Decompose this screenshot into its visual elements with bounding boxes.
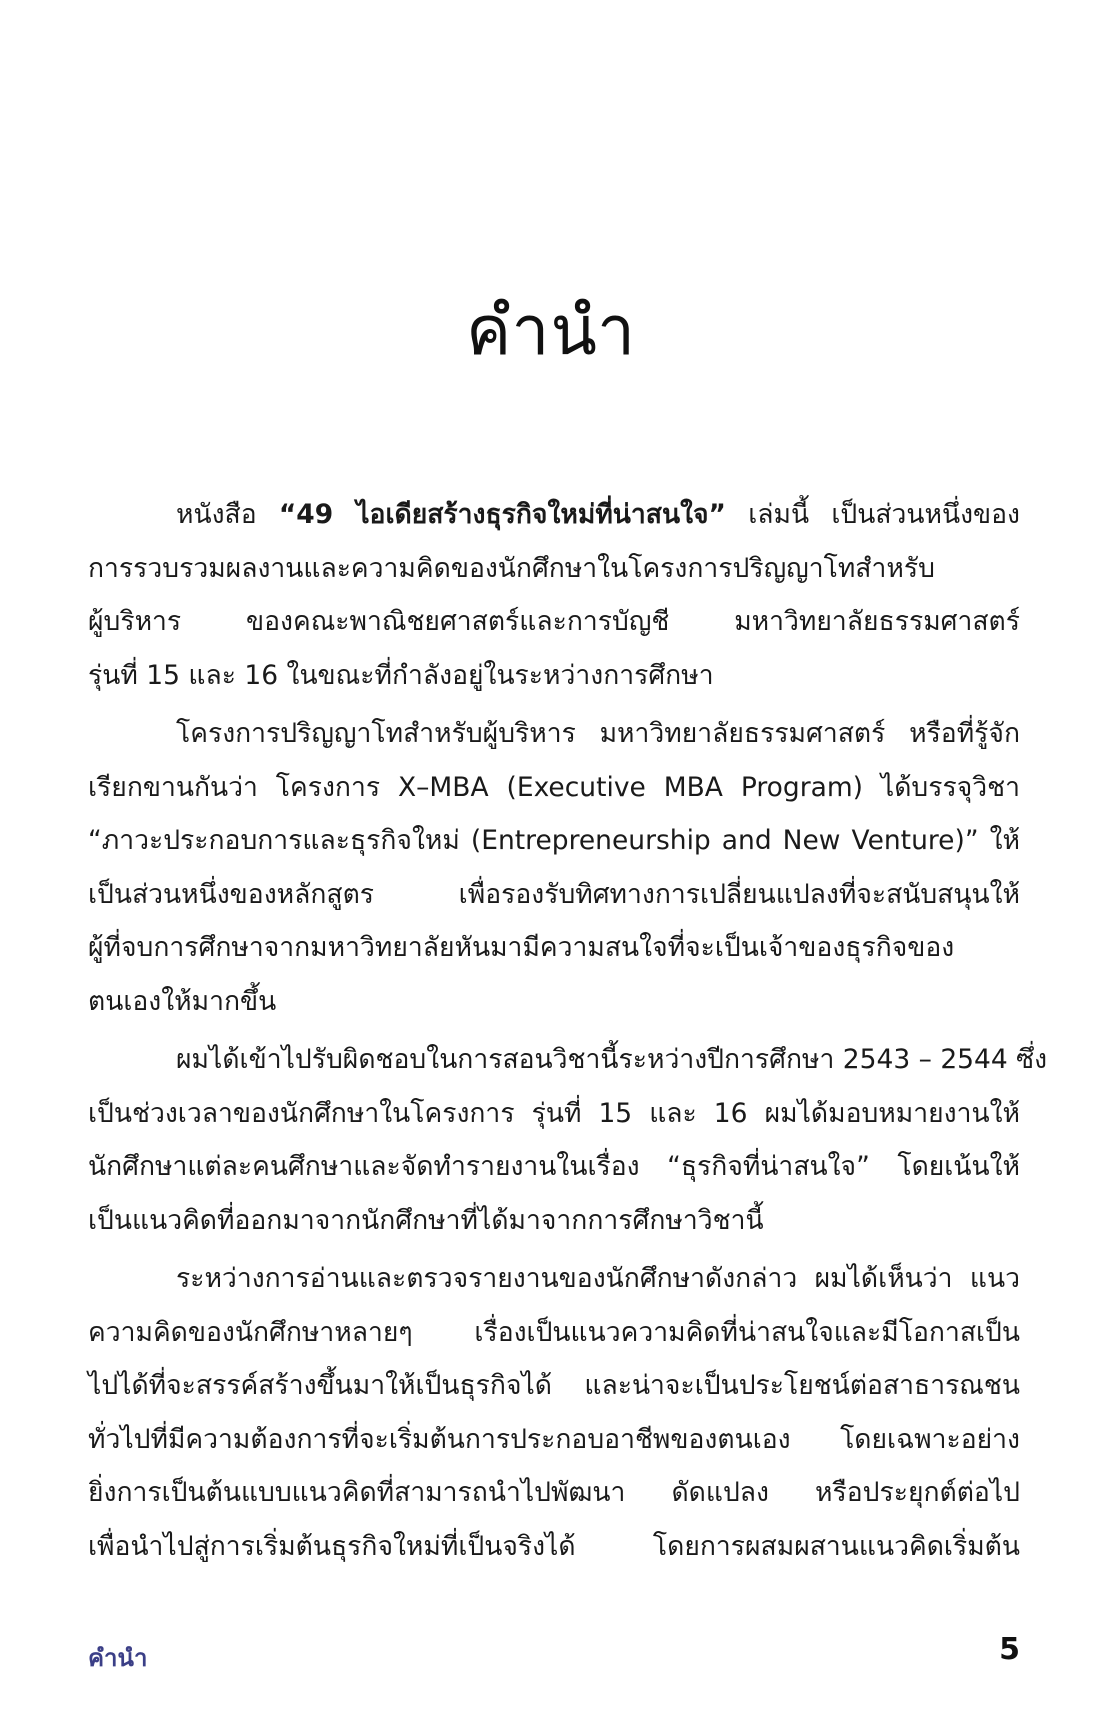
text-line: ความคิดของนักศึกษาหลายๆ เรื่องเป็นแนวความคิดที่น่าสนใจและมีโอกาสเป็น	[88, 1316, 1020, 1348]
text-run: โครงการปริญญาโทสำหรับผู้บริหาร มหาวิทยาลัยธรรมศาสตร์ หรือที่รู้จัก	[176, 718, 1020, 749]
text-line: ไปได้ที่จะสรรค์สร้างขึ้นมาให้เป็นธุรกิจได้ และน่าจะเป็นประโยชน์ต่อสาธารณชน	[88, 1370, 1020, 1401]
text-line: “ภาวะประกอบการและธุรกิจใหม่ (Entrepreneurship and New Venture)” ให้	[88, 825, 1020, 856]
text-line: ทั่วไปที่มีความต้องการที่จะเริ่มต้นการประกอบอาชีพของตนเอง โดยเฉพาะอย่าง	[88, 1423, 1020, 1455]
text-line: เป็นแนวคิดที่ออกมาจากนักศึกษาที่ได้มาจากการศึกษาวิชานี้	[88, 1204, 764, 1236]
text-line: ยิ่งการเป็นต้นแบบแนวคิดที่สามารถนำไปพัฒนา ดัดแปลง หรือประยุกต์ต่อไป	[88, 1477, 1020, 1508]
text-line: นักศึกษาแต่ละคนศึกษาและจัดทำรายงานในเรื่อง “ธุรกิจที่น่าสนใจ” โดยเน้นให้	[88, 1151, 1020, 1182]
text-line: ตนเองให้มากขึ้น	[88, 985, 277, 1017]
paragraph	[88, 1033, 1048, 1247]
text-line: การรวบรวมผลงานและความคิดของนักศึกษาในโครงการปริญญาโทสำหรับ	[88, 552, 935, 584]
page-number: 5	[999, 1632, 1020, 1667]
text-line	[88, 488, 1020, 542]
text-line	[88, 1033, 1048, 1087]
text-run: ระหว่างการอ่านและตรวจรายงานของนักศึกษาดังกล่าว ผมได้เห็นว่า แนว	[176, 1263, 1020, 1294]
text-line	[88, 707, 1020, 761]
text-run: หนังสือ	[176, 499, 279, 530]
text-line: เป็นช่วงเวลาของนักศึกษาในโครงการ รุ่นที่ 15 และ 16 ผมได้มอบหมายงานให้	[88, 1097, 1020, 1129]
text-line	[88, 1252, 1020, 1306]
text-line: เป็นส่วนหนึ่งของหลักสูตร เพื่อรองรับทิศทางการเปลี่ยนแปลงที่จะสนับสนุนให้	[88, 878, 1020, 910]
body-text	[88, 488, 1048, 1578]
text-line: รุ่นที่ 15 และ 16 ในขณะที่กำลังอยู่ในระหว่างการศึกษา	[88, 659, 714, 691]
text-line: ผู้บริหาร ของคณะพาณิชยศาสตร์และการบัญชี มหาวิทยาลัยธรรมศาสตร์	[88, 606, 1020, 637]
book-title-quote: “49 ไอเดียสร้างธุรกิจใหม่ที่น่าสนใจ”	[278, 499, 726, 530]
paragraph	[88, 488, 1020, 702]
text-run: ผมได้เข้าไปรับผิดชอบในการสอนวิชานี้ระหว่างปีการศึกษา 2543 – 2544 ซึ่ง	[176, 1044, 1048, 1075]
paragraph	[88, 707, 1020, 1028]
text-line: ผู้ที่จบการศึกษาจากมหาวิทยาลัยหันมามีความสนใจที่จะเป็นเจ้าของธุรกิจของ	[88, 932, 955, 963]
text-run: เล่มนี้ เป็นส่วนหนึ่งของ	[725, 499, 1020, 530]
page-title: คำนำ	[465, 291, 637, 371]
paragraph	[88, 1252, 1020, 1573]
text-line: เรียกขานกันว่า โครงการ X–MBA (Executive MBA Program) ได้บรรจุวิชา	[88, 771, 1020, 803]
text-line: เพื่อนำไปสู่การเริ่มต้นธุรกิจใหม่ที่เป็นจริงได้ โดยการผสมผสานแนวคิดเริ่มต้น	[88, 1530, 1020, 1562]
footer-section-title: คำนำ	[88, 1644, 148, 1672]
